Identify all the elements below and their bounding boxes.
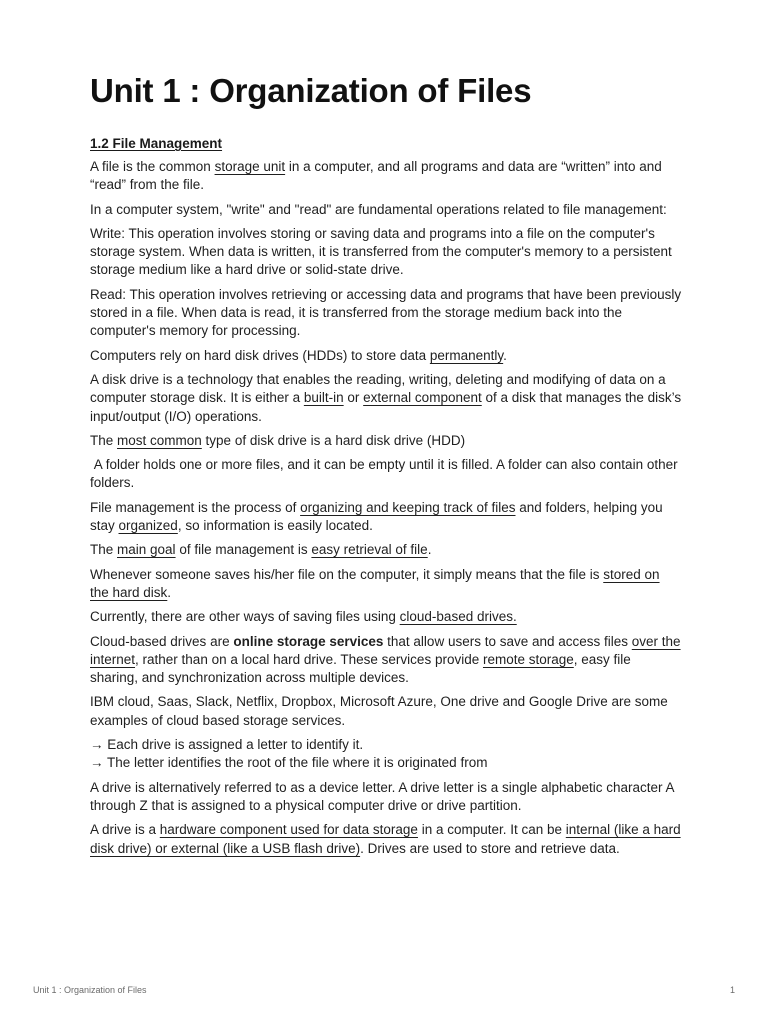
- underlined-term: organized: [118, 518, 178, 534]
- paragraph-folder: A folder holds one or more files, and it can be empty until it is filled. A folder can also contain other folders.: [90, 457, 678, 491]
- page-footer: [33, 985, 735, 995]
- paragraph-read: Read: This operation involves retrieving or accessing data and programs that have been previously stored in a file. When data is read, it is transferred from the storage medium back into the computer's memory for processing.: [90, 286, 682, 339]
- underlined-term: built-in: [303, 390, 344, 406]
- paragraph-file-definition: A file is the common storage unit in a computer, and all programs and data are “written” into and “read” from the file.: [90, 159, 662, 193]
- underlined-term: over the internet: [90, 633, 681, 667]
- arrow-item: → The letter identifies the root of the file where it is originated from: [90, 755, 488, 771]
- paragraph-cloud-examples: IBM cloud, Saas, Slack, Netflix, Dropbox, Microsoft Azure, One drive and Google Drive are some examples of cloud based storage services.: [90, 694, 668, 728]
- underlined-term: storage unit: [214, 159, 286, 174]
- paragraph-cloud-drives: Cloud-based drives are online storage services that allow users to save and access files over the internet, rather than on a local hard drive. These services provide remote storage, easy file sharing, and synchronization across multiple devices.: [90, 633, 681, 686]
- underlined-term: cloud-based drives.: [399, 609, 517, 625]
- bold-term: online storage services: [233, 633, 384, 649]
- underlined-term: stored on the hard disk: [90, 566, 660, 600]
- document-page: [90, 70, 682, 864]
- paragraph-disk-drive: A disk drive is a technology that enables the reading, writing, deleting and modifying of data on a computer storage disk. It is either a built-in or external component of a disk that manages the disk’s input/output (I/O) operations.: [90, 371, 682, 424]
- footer-title: Unit 1 : Organization of Files: [33, 985, 147, 995]
- paragraph-saving: Whenever someone saves his/her file on the computer, it simply means that the file is stored on the hard disk.: [90, 566, 660, 600]
- underlined-term: most common: [117, 432, 202, 448]
- section-heading: 1.2 File Management: [90, 136, 223, 151]
- paragraph-write-read-intro: In a computer system, "write" and "read" are fundamental operations related to file management:: [90, 201, 667, 217]
- paragraph-file-management: File management is the process of organizing and keeping track of files and folders, helping you stay organized, so information is easily located.: [90, 499, 663, 534]
- paragraph-main-goal: The main goal of file management is easy retrieval of file.: [90, 542, 432, 558]
- paragraph-most-common: The most common type of disk drive is a hard disk drive (HDD): [90, 432, 466, 448]
- arrow-list: [90, 736, 682, 773]
- arrow-item: → Each drive is assigned a letter to identify it.: [90, 737, 364, 753]
- underlined-term: remote storage: [482, 651, 574, 667]
- paragraph-drive-definition: A drive is a hardware component used for data storage in a computer. It can be internal (like a hard disk drive) or external (like a USB flash drive). Drives are used to store and retrieve data.: [90, 822, 681, 856]
- underlined-term: hardware component used for data storage: [159, 822, 418, 838]
- underlined-term: organizing and keeping track of files: [300, 499, 516, 515]
- underlined-term: external component: [363, 390, 482, 406]
- underlined-term: main goal: [117, 542, 176, 558]
- paragraph-drive-letter: A drive is alternatively referred to as a device letter. A drive letter is a single alphabetic character A through Z that is assigned to a physical computer drive or drive partition.: [90, 779, 674, 813]
- underlined-term: permanently: [429, 347, 504, 363]
- page-title: Unit 1 : Organization of Files: [90, 72, 532, 109]
- page-number: 1: [729, 985, 735, 995]
- underlined-term: internal (like a hard disk drive) or external (like a USB flash drive): [90, 822, 681, 856]
- underlined-term: easy retrieval of file: [311, 542, 428, 558]
- paragraph-cloud-intro: Currently, there are other ways of saving files using cloud-based drives.: [90, 609, 517, 625]
- paragraph-hdd: Computers rely on hard disk drives (HDDs) to store data permanently.: [90, 347, 507, 363]
- paragraph-write: Write: This operation involves storing or saving data and programs into a file on the computer's storage system. When data is written, it is transferred from the computer's memory to a persistent storage medium like a hard drive or solid-state drive.: [90, 225, 672, 278]
